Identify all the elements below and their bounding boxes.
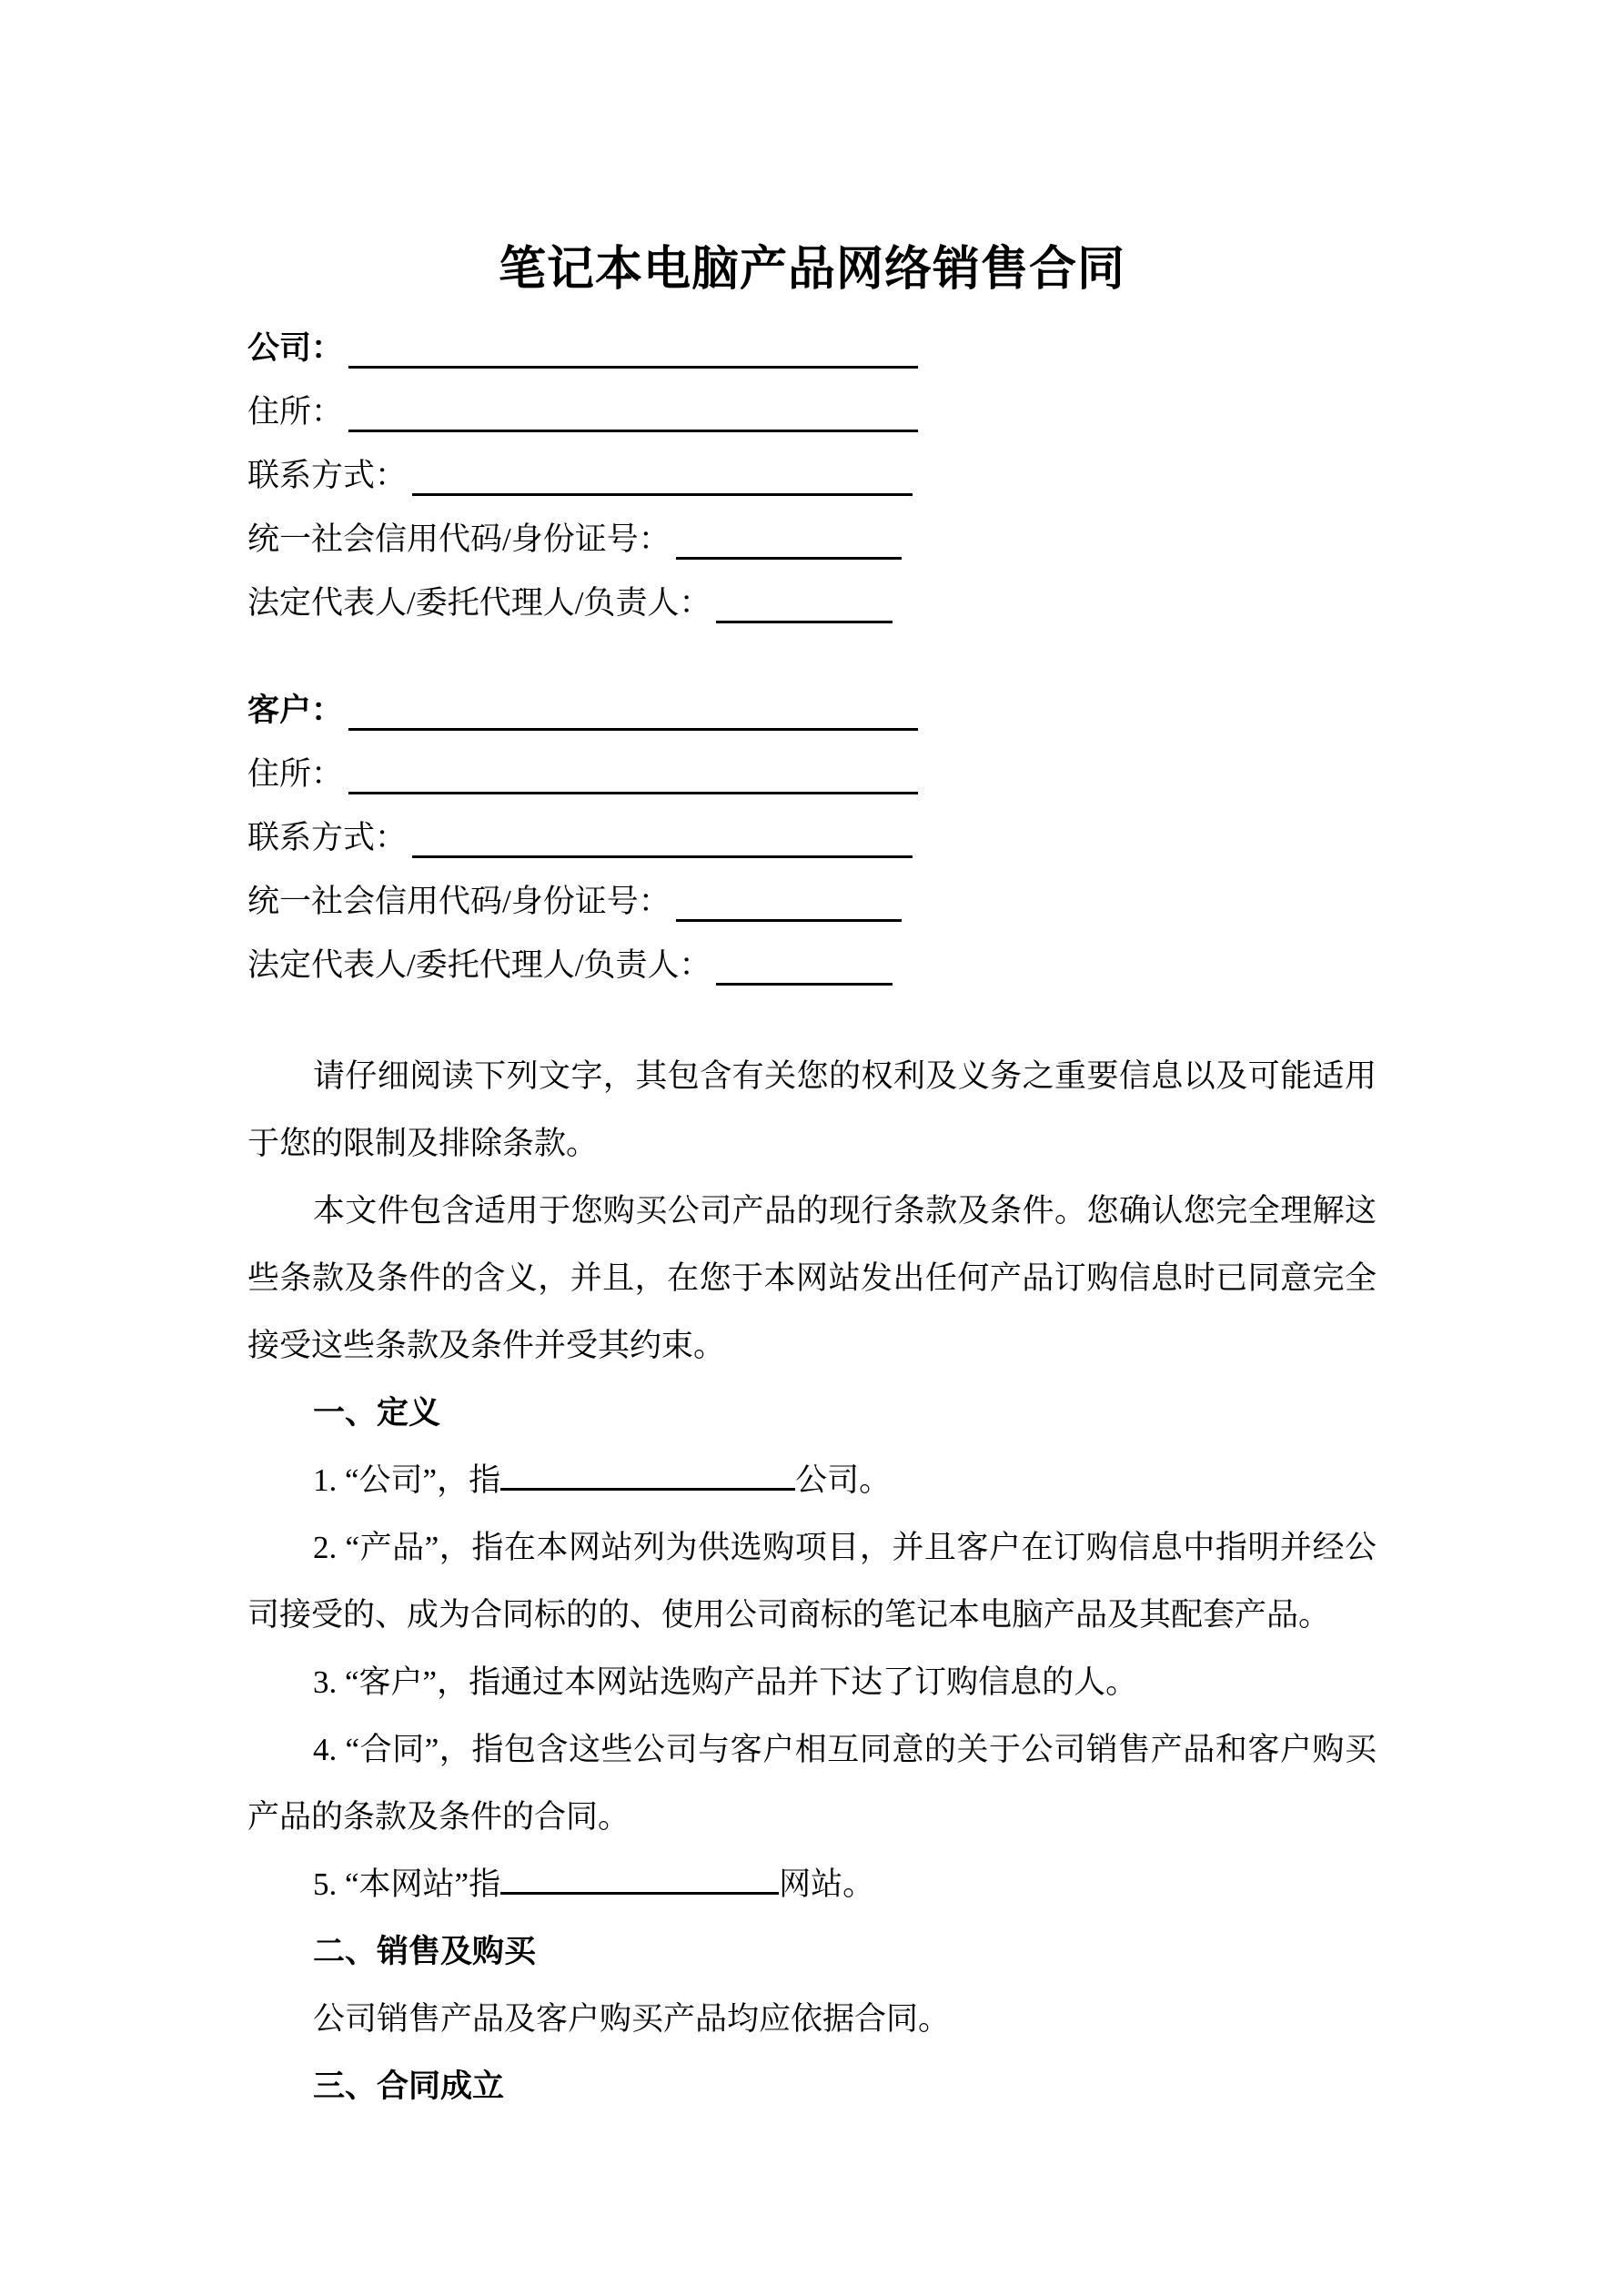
section-heading-definitions: 一、定义 — [313, 1395, 441, 1431]
form-row-seller-representative — [247, 560, 1377, 623]
form-row-seller-address — [247, 369, 1377, 432]
form-row-buyer-representative — [247, 922, 1377, 986]
field-label-address: 住所： — [247, 756, 344, 793]
field-label-representative: 法定代表人/委托代理人/负责人： — [247, 947, 711, 984]
definition-item-website — [247, 1851, 1377, 1918]
field-label-contact: 联系方式： — [247, 458, 408, 494]
definition-item-website-post: 网站。 — [779, 1866, 875, 1902]
form-row-buyer-address — [247, 731, 1377, 794]
blank-line-buyer-credit-code — [676, 915, 902, 922]
blank-line-seller-representative — [716, 617, 893, 623]
definition-item-company-post: 公司。 — [795, 1462, 892, 1498]
field-label-credit-code: 统一社会信用代码/身份证号： — [247, 884, 671, 920]
definition-item-company-pre: 1. “公司”，指 — [313, 1462, 501, 1498]
definition-item-website-pre: 5. “本网站”指 — [313, 1866, 501, 1902]
blank-line-buyer-address — [348, 788, 918, 794]
field-label-contact: 联系方式： — [247, 820, 408, 856]
document-title: 笔记本电脑产品网络销售合同 — [498, 243, 1125, 296]
form-row-company — [247, 305, 1377, 369]
sale-purchase-paragraph: 公司销售产品及客户购买产品均应依据合同。 — [313, 2001, 951, 2037]
form-row-seller-credit-code — [247, 496, 1377, 560]
field-label-representative: 法定代表人/委托代理人/负责人： — [247, 585, 711, 622]
notice-paragraph-1: 请仔细阅读下列文字，其包含有关您的权利及义务之重要信息以及可能适用于您的限制及排除条款。 — [247, 1058, 1377, 1161]
blank-line-seller-credit-code — [676, 553, 902, 560]
page-content — [0, 241, 1624, 2120]
blank-line-buyer-representative — [716, 979, 893, 986]
buyer-info-block — [247, 667, 1377, 986]
blank-line-seller-contact — [412, 490, 913, 496]
blank-line-seller-address — [348, 426, 918, 432]
notice-paragraph-2: 本文件包含适用于您购买公司产品的现行条款及条件。您确认您完全理解这些条款及条件的含义，并且，在您于本网站发出任何产品订购信息时已同意完全接受这些条款及条件并受其约束。 — [247, 1193, 1377, 1363]
field-label-address: 住所： — [247, 394, 344, 430]
form-row-customer — [247, 667, 1377, 731]
inline-blank-company-name — [500, 1483, 795, 1491]
form-row-seller-contact — [247, 432, 1377, 496]
definition-item-company — [247, 1447, 1377, 1514]
section-heading-sale-purchase: 二、销售及购买 — [313, 1934, 537, 1969]
definition-item-contract: 4. “合同”，指包含这些公司与客户相互同意的关于公司销售产品和客户购买产品的条款及条件的合同。 — [247, 1732, 1377, 1835]
field-label-company: 公司： — [247, 330, 344, 367]
field-label-credit-code: 统一社会信用代码/身份证号： — [247, 521, 671, 558]
blank-line-customer — [348, 724, 918, 731]
form-row-buyer-credit-code — [247, 858, 1377, 922]
field-label-customer: 客户： — [247, 693, 344, 729]
blank-line-buyer-contact — [412, 852, 913, 858]
section-heading-contract-formation: 三、合同成立 — [313, 2068, 505, 2104]
inline-blank-website-name — [500, 1887, 779, 1895]
form-row-buyer-contact — [247, 794, 1377, 858]
seller-info-block — [247, 305, 1377, 623]
blank-line-company — [348, 362, 918, 369]
definition-item-product: 2. “产品”，指在本网站列为供选购项目，并且客户在订购信息中指明并经公司接受的、成为合同标的的、使用公司商标的笔记本电脑产品及其配套产品。 — [247, 1530, 1377, 1633]
definition-item-customer: 3. “客户”，指通过本网站选购产品并下达了订购信息的人。 — [313, 1664, 1138, 1700]
contract-body — [247, 1043, 1377, 2120]
